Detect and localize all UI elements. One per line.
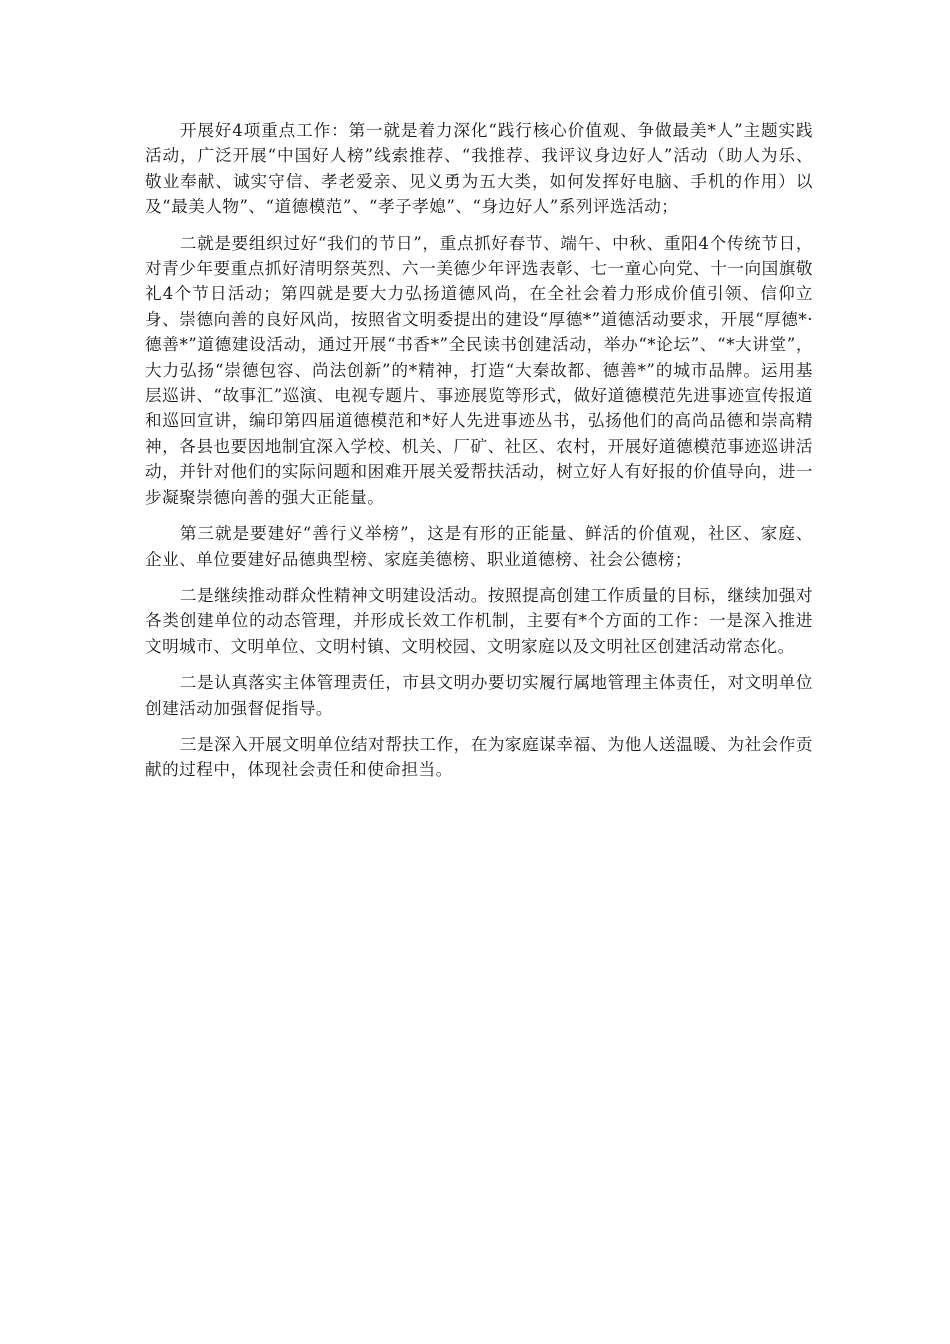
paragraph-good-deeds-board: 第三就是要建好“善行义举榜”，这是有形的正能量、鲜活的价值观，社区、家庭、企业、单位要建好品德典型榜、家庭美德榜、职业道德榜、社会公德榜； xyxy=(145,524,813,569)
paragraph-festivals-morality: 二就是要组织过好“我们的节日”，重点抓好春节、端午、中秋、重阳4个传统节日，对青少年要重点抓好清明祭英烈、六一美德少年评选表彰、七一童心向党、十一向国旗敬礼4个节日活动；第四就是要大力弘扬道德风尚，在全社会着力形成价值引领、信仰立身、崇德向善的良好风尚，按照省文明委提出的建设“厚德*”道德活动要求，开展“厚德*·德善*”道德建设活动，通过开展“书香*”全民读书创建活动，举办“*论坛”、“*大讲堂”，大力弘扬“崇德包容、尚法创新”的*精神，打造“大秦故都、德善*”的城市品牌。运用基层巡讲、“故事汇”巡演、电视专题片、事迹展览等形式，做好道德模范先进事迹宣传报道和巡回宣讲，编印第四届道德模范和*好人先进事迹丛书，弘扬他们的高尚品德和崇高精神，各县也要因地制宜深入学校、机关、厂矿、社区、农村，开展好道德模范事迹巡讲活动，并针对他们的实际问题和困难开展关爱帮扶活动，树立好人有好报的价值导向，进一步凝聚崇德向善的强大正能量。 xyxy=(145,233,813,507)
document-body xyxy=(145,118,813,794)
paragraph-key-tasks: 开展好4项重点工作：第一就是着力深化“践行核心价值观、争做最美*人”主题实践活动，广泛开展“中国好人榜”线索推荐、“我推荐、我评议身边好人”活动（助人为乐、敬业奉献、诚实守信、孝老爱亲、见义勇为五大类，如何发挥好电脑、手机的作用）以及“最美人物”、“道德模范”、“孝子孝媳”、“身边好人”系列评选活动； xyxy=(145,121,813,217)
paragraph-paired-assistance: 三是深入开展文明单位结对帮扶工作，在为家庭谋幸福、为他人送温暖、为社会作贡献的过程中，体现社会责任和使命担当。 xyxy=(145,734,813,780)
paragraph-management-responsibility: 二是认真落实主体管理责任，市县文明办要切实履行属地管理主体责任，对文明单位创建活动加强督促指导。 xyxy=(145,673,813,718)
paragraph-civilization-activities: 二是继续推动群众性精神文明建设活动。按照提高创建工作质量的目标，继续加强对各类创建单位的动态管理，并形成长效工作机制，主要有*个方面的工作：一是深入推进文明城市、文明单位、文明村镇、文明校园、文明家庭以及文明社区创建活动常态化。 xyxy=(145,585,813,656)
